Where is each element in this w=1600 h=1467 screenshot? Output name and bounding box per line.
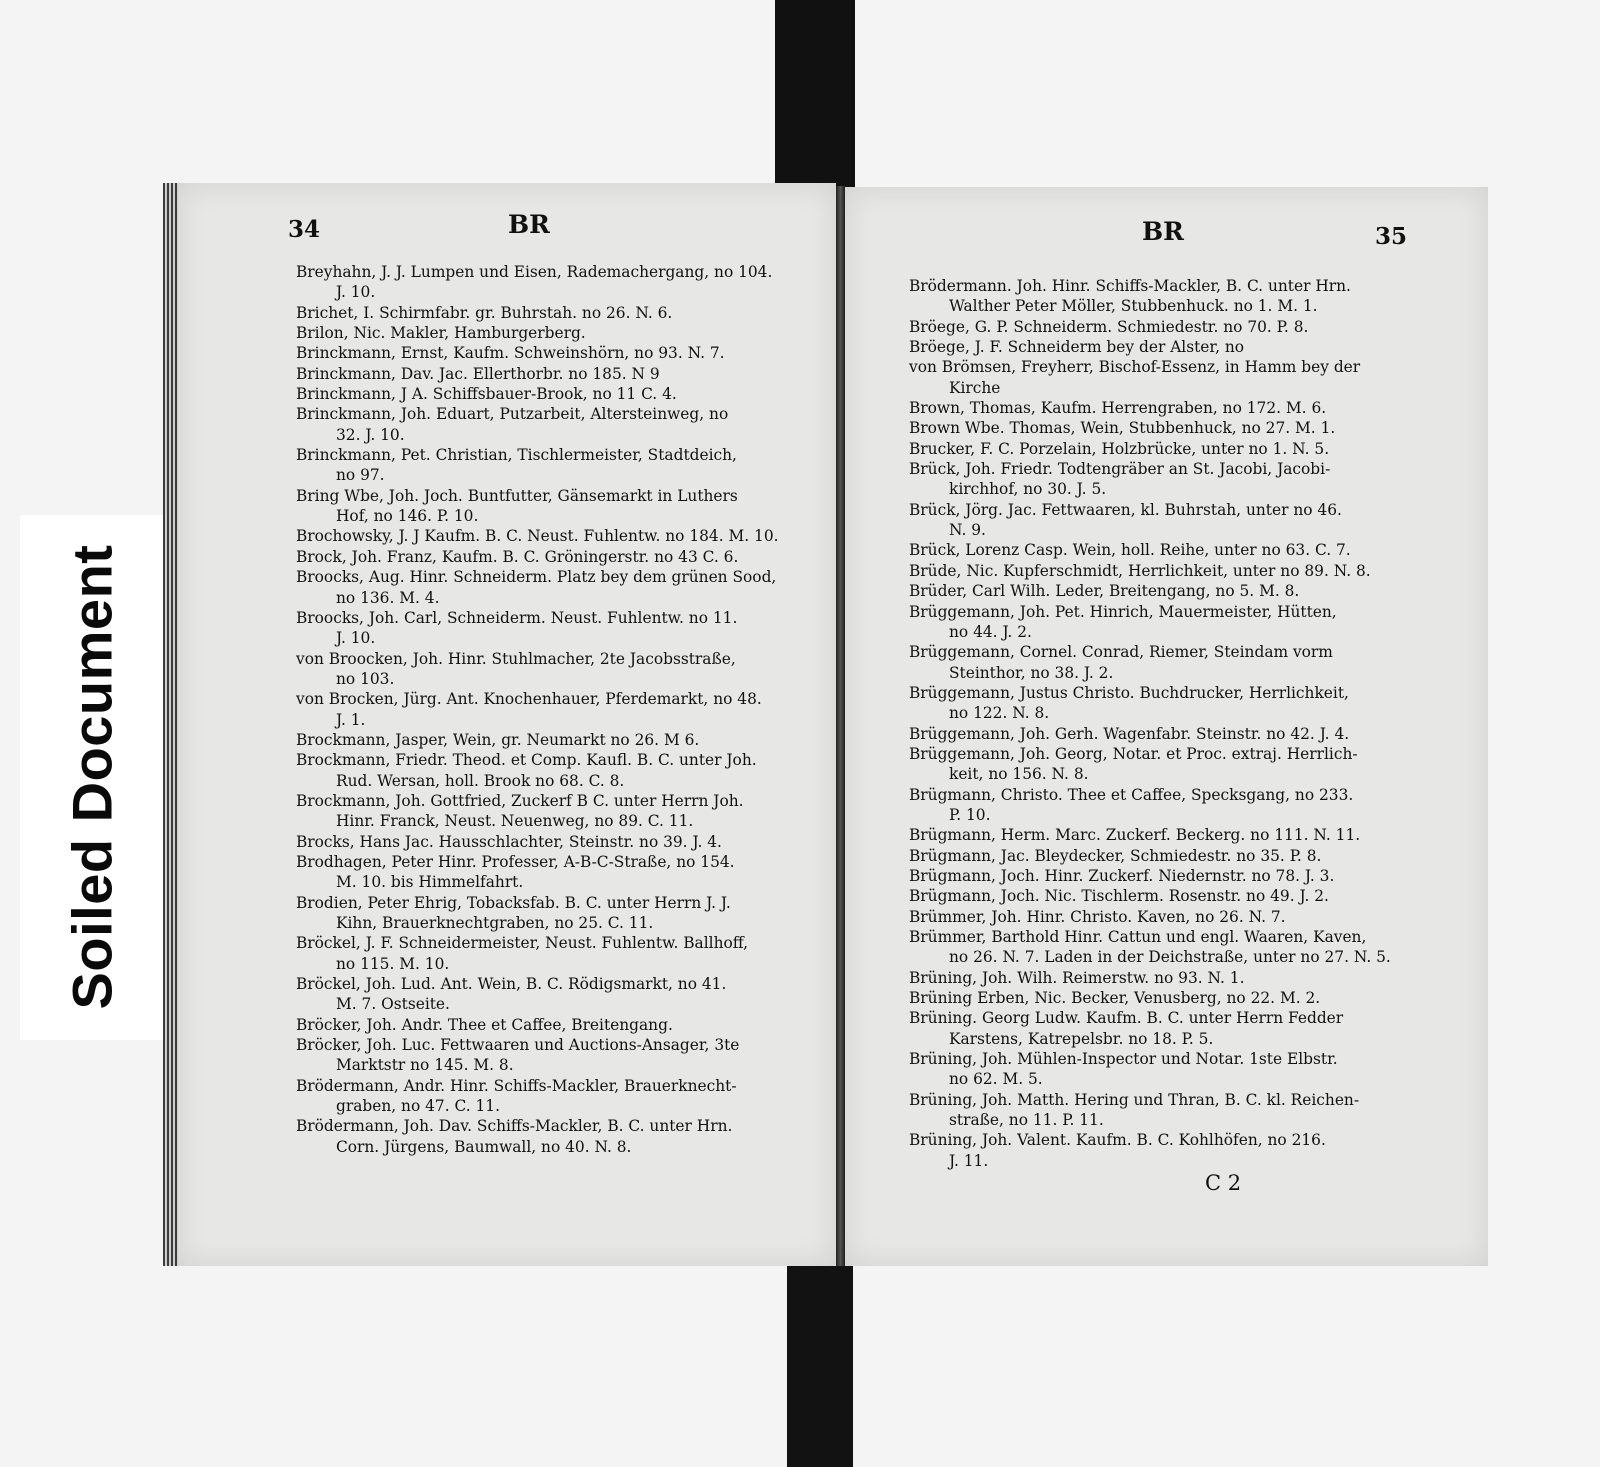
entry-line: Brock, Joh. Franz, Kaufm. B. C. Gröningerstr. no 43 C. 6. (296, 547, 739, 566)
entry-line: Brödermann, Andr. Hinr. Schiffs-Mackler, Brauerknecht- (296, 1076, 737, 1095)
entry-line: Brück, Joh. Friedr. Todtengräber an St. Jacobi, Jacobi- (909, 460, 1331, 479)
entry-continuation: Walther Peter Möller, Stubbenhuck. no 1. M. 1. (949, 297, 1318, 316)
binding-ribbon-top (775, 0, 855, 190)
book-gutter (836, 186, 845, 1266)
binding-ribbon-bottom (787, 1248, 853, 1467)
entry-continuation: graben, no 47. C. 11. (336, 1097, 500, 1116)
entry-line: Brockmann, Jasper, Wein, gr. Neumarkt no 26. M 6. (296, 730, 700, 749)
entry-continuation: J. 10. (336, 283, 376, 302)
entry-line: Brinckmann, Ernst, Kaufm. Schweinshörn, no 93. N. 7. (296, 344, 725, 363)
entry-line: von Brömsen, Freyherr, Bischof-Essenz, in Hamm bey der (909, 358, 1361, 377)
entry-line: Bröckel, J. F. Schneidermeister, Neust. Fuhlentw. Ballhoff, (296, 934, 749, 953)
entry-line: Brüder, Carl Wilh. Leder, Breitengang, no 5. M. 8. (909, 582, 1300, 601)
entry-continuation: no 26. N. 7. Laden in der Deichstraße, unter no 27. N. 5. (949, 948, 1391, 967)
entry-line: Brügmann, Joch. Nic. Tischlerm. Rosenstr. no 49. J. 2. (909, 887, 1329, 906)
entry-line: von Brocken, Jürg. Ant. Knochenhauer, Pferdemarkt, no 48. (296, 690, 762, 709)
entry-line: Bröckel, Joh. Lud. Ant. Wein, B. C. Rödigsmarkt, no 41. (296, 975, 727, 994)
entry-continuation: J. 11. (949, 1151, 989, 1170)
right-page-number: 35 (1375, 223, 1408, 250)
entry-continuation: M. 10. bis Himmelfahrt. (336, 873, 524, 892)
entry-line: Brüggemann, Joh. Pet. Hinrich, Mauermeister, Hütten, (909, 602, 1337, 621)
entry-line: Bring Wbe, Joh. Joch. Buntfutter, Gänsemarkt in Luthers (296, 486, 738, 505)
entry-continuation: no 122. N. 8. (949, 704, 1050, 723)
entry-continuation: Hof, no 146. P. 10. (336, 507, 479, 526)
entry-line: Brockmann, Joh. Gottfried, Zuckerf B C. unter Herrn Joh. (296, 791, 744, 810)
entry-line: Brügmann, Jac. Bleydecker, Schmiedestr. no 35. P. 8. (909, 846, 1322, 865)
entry-line: Brinckmann, Pet. Christian, Tischlermeister, Stadtdeich, (296, 446, 737, 465)
entry-line: Brüggemann, Cornel. Conrad, Riemer, Steindam vorm (909, 643, 1333, 662)
entry-continuation: no 115. M. 10. (336, 954, 450, 973)
entry-line: Brochowsky, J. J Kaufm. B. C. Neust. Fuhlentw. no 184. M. 10. (296, 527, 779, 546)
entry-line: Bröcker, Joh. Andr. Thee et Caffee, Breitengang. (296, 1015, 673, 1034)
entry-continuation: N. 9. (949, 521, 986, 540)
entry-continuation: no 136. M. 4. (336, 588, 440, 607)
entry-line: Brödermann, Joh. Dav. Schiffs-Mackler, B. C. unter Hrn. (296, 1117, 733, 1136)
entry-continuation: 32. J. 10. (336, 425, 405, 444)
entry-line: Brockmann, Friedr. Theod. et Comp. Kaufl. B. C. unter Joh. (296, 751, 757, 770)
right-running-head: BR (1142, 217, 1184, 246)
entry-continuation: no 103. (336, 669, 395, 688)
soiled-document-label-text: Soiled Document (60, 544, 124, 1010)
entry-line: Brüggemann, Joh. Gerh. Wagenfabr. Steinstr. no 42. J. 4. (909, 724, 1350, 743)
entry-continuation: Kihn, Brauerknechtgraben, no 25. C. 11. (336, 914, 654, 932)
entry-line: Brodhagen, Peter Hinr. Professer, A-B-C-Straße, no 154. (296, 852, 735, 871)
entry-continuation: Marktstr no 145. M. 8. (336, 1056, 514, 1075)
entry-continuation: no 62. M. 5. (949, 1070, 1043, 1089)
entry-line: Brödermann. Joh. Hinr. Schiffs-Mackler, B. C. unter Hrn. (909, 277, 1351, 295)
entry-line: Brilon, Nic. Makler, Hamburgerberg. (296, 324, 586, 343)
entry-continuation: M. 7. Ostseite. (336, 995, 450, 1014)
entry-continuation: Hinr. Franck, Neust. Neuenweg, no 89. C. 11. (336, 812, 694, 831)
entry-line: Bröcker, Joh. Luc. Fettwaaren und Auctions-Ansager, 3te (296, 1036, 740, 1055)
entry-continuation: Kirche (949, 378, 1001, 397)
entry-line: Broocks, Joh. Carl, Schneiderm. Neust. Fuhlentw. no 11. (296, 608, 738, 627)
entry-line: Brüning, Joh. Valent. Kaufm. B. C. Kohlhöfen, no 216. (909, 1131, 1326, 1150)
entry-line: Brown, Thomas, Kaufm. Herrengraben, no 172. M. 6. (909, 399, 1327, 418)
entry-line: Brüggemann, Joh. Georg, Notar. et Proc. extraj. Herrlich- (909, 744, 1358, 763)
entry-line: Brüning, Joh. Mühlen-Inspector und Notar. 1ste Elbstr. (909, 1050, 1338, 1069)
entry-line: Brüning, Joh. Matth. Hering und Thran, B. C. kl. Reichen- (909, 1090, 1360, 1109)
entry-continuation: J. 1. (336, 710, 366, 729)
entry-continuation: Steinthor, no 38. J. 2. (949, 663, 1114, 682)
entry-line: Bröege, J. F. Schneiderm bey der Alster, no (909, 338, 1245, 357)
entry-line: von Broocken, Joh. Hinr. Stuhlmacher, 2te Jacobsstraße, (296, 649, 736, 668)
entry-line: Breyhahn, J. J. Lumpen und Eisen, Rademachergang, no 104. (296, 263, 773, 281)
entry-line: Brüning Erben, Nic. Becker, Venusberg, no 22. M. 2. (909, 989, 1321, 1008)
entry-continuation: J. 10. (336, 629, 376, 648)
entry-continuation: no 97. (336, 466, 385, 485)
left-page-number: 34 (288, 216, 321, 243)
entry-line: Brügmann, Joch. Hinr. Zuckerf. Niedernstr. no 78. J. 3. (909, 866, 1335, 885)
entry-line: Brügmann, Herm. Marc. Zuckerf. Beckerg. no 111. N. 11. (909, 826, 1361, 845)
entry-line: Brüning, Joh. Wilh. Reimerstw. no 93. N. 1. (909, 968, 1245, 987)
entry-continuation: Rud. Wersan, holl. Brook no 68. C. 8. (336, 771, 625, 790)
entry-line: Brümmer, Barthold Hinr. Cattun und engl. Waaren, Kaven, (909, 928, 1367, 946)
entry-continuation: kirchhof, no 30. J. 5. (949, 480, 1107, 499)
entry-line: Brinckmann, Joh. Eduart, Putzarbeit, Altersteinweg, no (296, 405, 729, 424)
entry-continuation: keit, no 156. N. 8. (949, 765, 1089, 784)
entry-line: Broocks, Aug. Hinr. Schneiderm. Platz bey dem grünen Sood, (296, 568, 777, 587)
entry-continuation: straße, no 11. P. 11. (949, 1111, 1104, 1130)
left-page (178, 183, 836, 1266)
entry-line: Bröege, G. P. Schneiderm. Schmiedestr. no 70. P. 8. (909, 317, 1309, 336)
entry-line: Brüning. Georg Ludw. Kaufm. B. C. unter Herrn Fedder (909, 1009, 1344, 1028)
entry-line: Brüggemann, Justus Christo. Buchdrucker, Herrlichkeit, (909, 683, 1349, 702)
right-page (845, 187, 1488, 1266)
entry-continuation: P. 10. (949, 805, 991, 824)
entry-line: Brügmann, Christo. Thee et Caffee, Specksgang, no 233. (909, 785, 1354, 804)
entry-line: Brinckmann, Dav. Jac. Ellerthorbr. no 185. N 9 (296, 364, 660, 383)
entry-line: Brück, Jörg. Jac. Fettwaaren, kl. Buhrstah, unter no 46. (909, 500, 1342, 519)
entry-continuation: no 44. J. 2. (949, 622, 1032, 641)
soiled-document-label (20, 515, 165, 1040)
entry-line: Brümmer, Joh. Hinr. Christo. Kaven, no 26. N. 7. (909, 907, 1286, 926)
entry-line: Brown Wbe. Thomas, Wein, Stubbenhuck, no 27. M. 1. (909, 419, 1336, 438)
entry-line: Brodien, Peter Ehrig, Tobacksfab. B. C. unter Herrn J. J. (296, 893, 731, 912)
entry-line: Brüde, Nic. Kupferschmidt, Herrlichkeit, unter no 89. N. 8. (909, 561, 1371, 580)
entry-continuation: Karstens, Katrepelsbr. no 18. P. 5. (949, 1029, 1214, 1048)
entry-line: Brocks, Hans Jac. Hausschlachter, Steinstr. no 39. J. 4. (296, 832, 722, 851)
entry-line: Brinckmann, J A. Schiffsbauer-Brook, no 11 C. 4. (296, 385, 677, 404)
entry-line: Brichet, I. Schirmfabr. gr. Buhrstah. no 26. N. 6. (296, 303, 673, 322)
left-running-head: BR (508, 210, 550, 239)
entry-line: Brucker, F. C. Porzelain, Holzbrücke, unter no 1. N. 5. (909, 439, 1330, 458)
right-entries (909, 276, 1462, 1171)
entry-line: Brück, Lorenz Casp. Wein, holl. Reihe, unter no 63. C. 7. (909, 541, 1351, 560)
left-entries (296, 262, 801, 1157)
signature-mark: C 2 (1205, 1171, 1242, 1195)
entry-continuation: Corn. Jürgens, Baumwall, no 40. N. 8. (336, 1137, 632, 1156)
